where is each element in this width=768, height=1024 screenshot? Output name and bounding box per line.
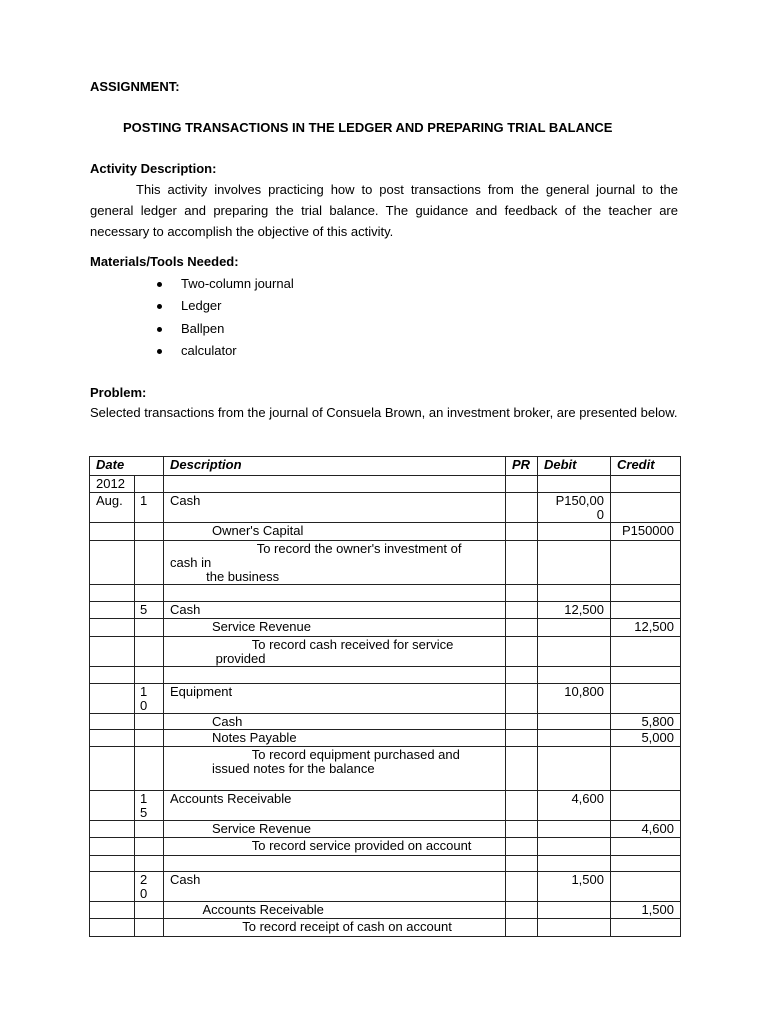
date-month-cell — [90, 523, 135, 541]
pr-cell — [506, 919, 538, 937]
description-cell — [164, 585, 506, 602]
problem-text: Selected transactions from the journal of Consuela Brown, an investment broker, are presented below. — [90, 405, 678, 420]
materials-heading: Materials/Tools Needed: — [90, 254, 239, 269]
journal-table — [89, 456, 681, 937]
pr-cell — [506, 585, 538, 602]
date-day-cell — [135, 667, 164, 684]
table-row — [90, 637, 681, 667]
debit-cell: 1,500 — [538, 872, 611, 902]
pr-cell — [506, 637, 538, 667]
pr-cell — [506, 872, 538, 902]
credit-cell: 4,600 — [611, 821, 681, 838]
description-cell: Service Revenue — [164, 619, 506, 637]
date-day-cell — [135, 714, 164, 730]
date-month-cell — [90, 602, 135, 619]
date-day-cell: 5 — [135, 602, 164, 619]
debit-cell — [538, 902, 611, 919]
pr-cell — [506, 838, 538, 856]
description-cell: Equipment — [164, 684, 506, 714]
bullet-icon — [157, 282, 162, 287]
table-row — [90, 667, 681, 684]
pr-cell — [506, 684, 538, 714]
table-row — [90, 476, 681, 493]
debit-cell — [538, 821, 611, 838]
date-day-cell: 1 0 — [135, 684, 164, 714]
bullet-icon — [157, 327, 162, 332]
credit-cell — [611, 872, 681, 902]
date-month-cell — [90, 684, 135, 714]
date-month-cell — [90, 856, 135, 872]
debit-cell — [538, 619, 611, 637]
table-row — [90, 821, 681, 838]
date-day-cell — [135, 619, 164, 637]
description-cell: Cash — [164, 872, 506, 902]
problem-heading: Problem: — [90, 385, 147, 400]
date-month-cell — [90, 872, 135, 902]
credit-cell — [611, 637, 681, 667]
table-row — [90, 747, 681, 791]
table-row — [90, 919, 681, 937]
credit-cell — [611, 585, 681, 602]
date-day-cell — [135, 821, 164, 838]
credit-cell — [611, 856, 681, 872]
pr-cell — [506, 476, 538, 493]
credit-cell — [611, 667, 681, 684]
debit-cell — [538, 838, 611, 856]
table-row — [90, 684, 681, 714]
credit-cell — [611, 838, 681, 856]
date-day-cell: 1 5 — [135, 791, 164, 821]
credit-cell — [611, 747, 681, 791]
date-month-cell — [90, 619, 135, 637]
header-description: Description — [164, 457, 506, 476]
date-month-cell — [90, 541, 135, 585]
header-debit: Debit — [538, 457, 611, 476]
date-month-cell: 2012 — [90, 476, 135, 493]
credit-cell — [611, 919, 681, 937]
date-day-cell: 2 0 — [135, 872, 164, 902]
date-day-cell: 1 — [135, 493, 164, 523]
bullet-icon — [157, 304, 162, 309]
activity-heading: Activity Description: — [90, 161, 217, 176]
credit-cell: 5,800 — [611, 714, 681, 730]
description-cell: To record the owner's investment of cash in the business — [164, 541, 506, 585]
page-title: POSTING TRANSACTIONS IN THE LEDGER AND PREPARING TRIAL BALANCE — [123, 120, 613, 135]
credit-cell: P150000 — [611, 523, 681, 541]
debit-cell — [538, 919, 611, 937]
description-cell — [164, 667, 506, 684]
table-row — [90, 791, 681, 821]
date-day-cell — [135, 523, 164, 541]
date-month-cell — [90, 902, 135, 919]
debit-cell: 12,500 — [538, 602, 611, 619]
date-month-cell — [90, 730, 135, 747]
table-row — [90, 872, 681, 902]
description-cell: To record receipt of cash on account — [164, 919, 506, 937]
date-day-cell — [135, 730, 164, 747]
pr-cell — [506, 541, 538, 585]
pr-cell — [506, 714, 538, 730]
table-row — [90, 493, 681, 523]
debit-cell — [538, 714, 611, 730]
debit-cell: P150,00 0 — [538, 493, 611, 523]
credit-cell — [611, 493, 681, 523]
header-date: Date — [90, 457, 164, 476]
credit-cell — [611, 684, 681, 714]
table-row — [90, 541, 681, 585]
debit-cell — [538, 541, 611, 585]
date-day-cell — [135, 856, 164, 872]
debit-cell — [538, 667, 611, 684]
date-month-cell — [90, 821, 135, 838]
credit-cell: 12,500 — [611, 619, 681, 637]
pr-cell — [506, 667, 538, 684]
table-row — [90, 902, 681, 919]
table-row — [90, 856, 681, 872]
description-cell: To record cash received for service provided — [164, 637, 506, 667]
description-cell: To record equipment purchased and issued notes for the balance — [164, 747, 506, 791]
table-row — [90, 619, 681, 637]
debit-cell — [538, 856, 611, 872]
pr-cell — [506, 856, 538, 872]
credit-cell — [611, 602, 681, 619]
debit-cell: 4,600 — [538, 791, 611, 821]
date-day-cell — [135, 637, 164, 667]
activity-description: This activity involves practicing how to post transactions from the general journal to the general ledger and preparing the trial balance. The guidance and feedback of the teacher are necessary to accomplish the objective of this activity. — [90, 182, 678, 239]
description-cell: Cash — [164, 602, 506, 619]
description-cell — [164, 856, 506, 872]
credit-cell: 1,500 — [611, 902, 681, 919]
assignment-label: ASSIGNMENT: — [90, 79, 180, 94]
bullet-icon — [157, 349, 162, 354]
date-month-cell — [90, 637, 135, 667]
debit-cell: 10,800 — [538, 684, 611, 714]
table-row — [90, 714, 681, 730]
debit-cell — [538, 523, 611, 541]
description-cell: Service Revenue — [164, 821, 506, 838]
debit-cell — [538, 476, 611, 493]
date-month-cell — [90, 585, 135, 602]
date-month-cell: Aug. — [90, 493, 135, 523]
description-cell — [164, 476, 506, 493]
credit-cell: 5,000 — [611, 730, 681, 747]
journal-header-row — [90, 457, 681, 476]
pr-cell — [506, 602, 538, 619]
description-cell: Cash — [164, 714, 506, 730]
date-month-cell — [90, 919, 135, 937]
debit-cell — [538, 637, 611, 667]
pr-cell — [506, 791, 538, 821]
description-cell: Accounts Receivable — [164, 902, 506, 919]
date-month-cell — [90, 714, 135, 730]
table-row — [90, 602, 681, 619]
date-day-cell — [135, 838, 164, 856]
pr-cell — [506, 523, 538, 541]
description-cell: Cash — [164, 493, 506, 523]
date-month-cell — [90, 838, 135, 856]
pr-cell — [506, 747, 538, 791]
date-month-cell — [90, 791, 135, 821]
pr-cell — [506, 902, 538, 919]
date-day-cell — [135, 902, 164, 919]
debit-cell — [538, 585, 611, 602]
header-credit: Credit — [611, 457, 681, 476]
credit-cell — [611, 541, 681, 585]
date-day-cell — [135, 585, 164, 602]
pr-cell — [506, 619, 538, 637]
date-day-cell — [135, 541, 164, 585]
description-cell: Accounts Receivable — [164, 791, 506, 821]
table-row — [90, 730, 681, 747]
credit-cell — [611, 791, 681, 821]
debit-cell — [538, 730, 611, 747]
description-cell: Notes Payable — [164, 730, 506, 747]
date-month-cell — [90, 747, 135, 791]
date-day-cell — [135, 919, 164, 937]
table-row — [90, 585, 681, 602]
description-cell: To record service provided on account — [164, 838, 506, 856]
date-day-cell — [135, 747, 164, 791]
credit-cell — [611, 476, 681, 493]
pr-cell — [506, 730, 538, 747]
description-cell: Owner's Capital — [164, 523, 506, 541]
date-month-cell — [90, 667, 135, 684]
date-day-cell — [135, 476, 164, 493]
debit-cell — [538, 747, 611, 791]
pr-cell — [506, 821, 538, 838]
pr-cell — [506, 493, 538, 523]
header-pr: PR — [506, 457, 538, 476]
table-row — [90, 838, 681, 856]
table-row — [90, 523, 681, 541]
